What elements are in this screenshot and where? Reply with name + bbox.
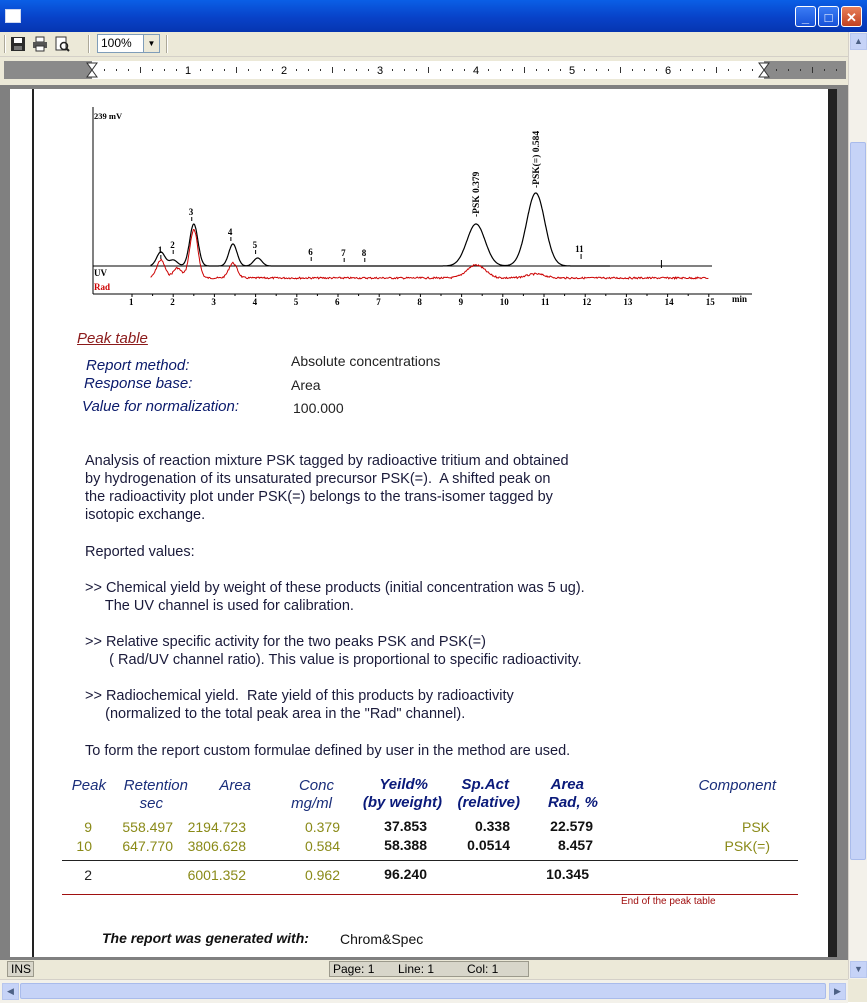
- end-of-table-note: End of the peak table: [621, 896, 716, 907]
- ruler-tick: [740, 69, 741, 71]
- peak-label: 4: [227, 227, 233, 237]
- chromatogram-chart: [90, 100, 770, 315]
- generated-with-label: The report was generated with:: [102, 930, 309, 946]
- description-line: >> Radiochemical yield. Rate yield of this products by radioactivity: [85, 688, 514, 705]
- x-tick-label: 15: [705, 297, 715, 307]
- peak-label-psk-eq: -PSK(=) 0.584: [531, 130, 542, 188]
- col-peak: Peak: [71, 777, 106, 794]
- col-area: Area: [219, 777, 251, 794]
- ruler-area: [0, 57, 848, 85]
- ruler-tick: [824, 69, 825, 71]
- description-line: ( Rad/UV channel ratio). This value is proportional to specific radioactivity.: [85, 652, 582, 669]
- toolbar-separator: [166, 35, 168, 53]
- horizontal-scroll-thumb[interactable]: [20, 983, 826, 999]
- ruler-tick: [320, 69, 321, 71]
- generated-with-value: Chrom&Spec: [340, 931, 424, 947]
- response-base-value: Area: [291, 377, 321, 393]
- x-tick-label: 6: [335, 297, 340, 307]
- vertical-scroll-thumb[interactable]: [850, 142, 866, 860]
- zoom-select[interactable]: [97, 34, 160, 53]
- cell-yield: 58.388: [384, 837, 427, 853]
- ruler-tick: [488, 69, 489, 71]
- x-tick-label: 4: [252, 297, 258, 307]
- x-tick-label: 7: [376, 297, 381, 307]
- toolbar-grip: [4, 35, 6, 53]
- ruler-tick: [116, 69, 117, 71]
- peak-label: 1: [157, 245, 163, 255]
- cell-spact: 0.0514: [467, 837, 510, 853]
- ruler-tick: [560, 69, 561, 71]
- uv-channel-label: UV: [94, 268, 107, 278]
- ruler-tick: [128, 69, 129, 71]
- ruler-tick: [680, 69, 681, 71]
- peak-label: 8: [361, 248, 367, 258]
- ruler-tick: [596, 69, 597, 71]
- size-grip[interactable]: [848, 979, 867, 1002]
- totals-divider: [62, 860, 798, 861]
- close-button[interactable]: ✕: [841, 6, 862, 27]
- ruler-tick: [332, 67, 333, 73]
- ruler-tick: [728, 69, 729, 71]
- description-line: Analysis of reaction mixture PSK tagged by radioactive tritium and obtained: [85, 453, 569, 469]
- col-yield-sub: (by weight): [362, 794, 442, 811]
- col-retention-unit: sec: [139, 795, 163, 812]
- toolbar-separator: [88, 35, 90, 53]
- cell-peak: 10: [76, 838, 92, 854]
- description-line: To form the report custom formulae defined by user in the method are used.: [85, 742, 571, 759]
- ruler-number: 2: [281, 65, 288, 77]
- description-line: >> Chemical yield by weight of these products (initial concentration was 5 ug).: [85, 579, 585, 596]
- ruler-tick: [644, 69, 645, 71]
- cell-peak: 9: [84, 819, 92, 835]
- cell-spact: 0.338: [474, 818, 510, 834]
- cell-retention: 558.497: [122, 819, 173, 835]
- ruler-number: 4: [473, 65, 480, 77]
- cell-conc: 0.379: [304, 819, 340, 835]
- ruler-tick: [176, 69, 177, 71]
- scroll-down-button[interactable]: ▼: [850, 961, 867, 978]
- cell-conc: 0.584: [304, 838, 340, 854]
- ruler-tick: [104, 69, 105, 71]
- cell-yield: 37.853: [384, 818, 427, 834]
- ruler-tick: [464, 69, 465, 71]
- zoom-value: 100%: [101, 36, 132, 50]
- peak-label-psk: -PSK 0.379: [472, 171, 483, 217]
- total-count: 2: [84, 867, 92, 883]
- peak-table-title: Peak table: [77, 330, 148, 347]
- ruler-tick: [140, 67, 141, 73]
- ruler-tick: [632, 69, 633, 71]
- x-tick-label: 9: [458, 297, 464, 307]
- ruler-tick: [356, 69, 357, 71]
- ruler-ticks: [4, 61, 846, 79]
- x-unit-label: min: [732, 294, 748, 304]
- ruler-tick: [152, 69, 153, 71]
- x-tick-label: 13: [623, 297, 633, 307]
- ruler-tick: [248, 69, 249, 71]
- description-line: The UV channel is used for calibration.: [85, 597, 354, 614]
- ruler-tick: [416, 69, 417, 71]
- report-method-label: Report method:: [86, 357, 190, 374]
- indent-marker: [87, 63, 97, 77]
- ruler-tick: [584, 69, 585, 71]
- col-spact: Sp.Act: [461, 776, 509, 793]
- cell-area: 3806.628: [187, 838, 246, 854]
- cell-area-rad: 22.579: [550, 818, 593, 834]
- x-tick-label: 12: [582, 297, 592, 307]
- col-area-rad: Area: [550, 776, 584, 793]
- scroll-right-button[interactable]: ▶: [829, 983, 846, 1000]
- minimize-button[interactable]: _: [795, 6, 816, 27]
- ruler-number: 1: [185, 65, 192, 77]
- scroll-up-button[interactable]: ▲: [850, 33, 867, 50]
- horizontal-scrollbar[interactable]: [0, 979, 848, 1003]
- description-line: Reported values:: [85, 543, 195, 560]
- print-icon[interactable]: [32, 36, 48, 52]
- col-retention: Retention: [123, 777, 188, 794]
- ruler-tick: [512, 69, 513, 71]
- peak-label: 11: [575, 244, 584, 254]
- ruler-tick: [404, 69, 405, 71]
- ruler-tick: [452, 69, 453, 71]
- status-bar: [0, 960, 848, 979]
- rad-channel-label: Rad: [94, 282, 111, 292]
- description-line: by hydrogenation of its unsaturated precursor PSK(=). A shifted peak on: [85, 471, 551, 488]
- ruler-tick: [524, 67, 525, 73]
- app-icon: [5, 9, 21, 23]
- col-area-rad-sub: Rad, %: [547, 794, 598, 811]
- col-yield: Yeild%: [379, 776, 428, 793]
- x-tick-label: 14: [664, 297, 674, 307]
- ruler-tick: [260, 69, 261, 71]
- rad-trace: [151, 230, 709, 279]
- peak-label: 7: [341, 248, 346, 258]
- print-preview-icon[interactable]: [54, 36, 70, 52]
- peak-label: 2: [170, 240, 175, 250]
- ruler-number: 6: [665, 65, 672, 77]
- status-position: [329, 961, 529, 977]
- peak-label: 5: [252, 240, 258, 250]
- ruler-tick: [776, 69, 777, 71]
- x-tick-label: 5: [293, 297, 299, 307]
- x-tick-label: 1: [129, 297, 134, 307]
- ruler-tick: [800, 69, 801, 71]
- cell-area: 2194.723: [187, 819, 246, 835]
- x-tick-label: 3: [211, 297, 216, 307]
- vertical-scrollbar[interactable]: [848, 32, 867, 979]
- title-bar: [0, 0, 867, 32]
- scroll-left-button[interactable]: ◀: [2, 983, 19, 1000]
- ruler-tick: [656, 69, 657, 71]
- x-tick-label: 10: [499, 297, 509, 307]
- ruler-number: 5: [569, 65, 576, 77]
- ruler-tick: [692, 69, 693, 71]
- cell-component: PSK(=): [724, 838, 770, 854]
- status-col: Col: 1: [467, 962, 499, 976]
- indent-marker: [759, 63, 769, 77]
- page-left-margin: [10, 89, 34, 957]
- ruler-tick: [224, 69, 225, 71]
- ruler-tick: [716, 67, 717, 73]
- ruler-tick: [440, 69, 441, 71]
- ruler-tick: [296, 69, 297, 71]
- col-conc-unit: mg/ml: [291, 795, 332, 812]
- ruler-number: 3: [377, 65, 384, 77]
- toolbar: [0, 32, 867, 57]
- x-tick-label: 11: [541, 297, 550, 307]
- ruler-tick: [200, 69, 201, 71]
- maximize-button[interactable]: □: [818, 6, 839, 27]
- ruler-tick: [236, 67, 237, 73]
- description-line: >> Relative specific activity for the two peaks PSK and PSK(=): [85, 634, 486, 650]
- status-line: Line: 1: [398, 962, 435, 976]
- ruler-tick: [812, 67, 813, 73]
- ruler-tick: [368, 69, 369, 71]
- cell-retention: 647.770: [122, 838, 173, 854]
- total-area-rad: 10.345: [546, 866, 589, 882]
- total-area: 6001.352: [187, 867, 246, 883]
- ruler-tick: [752, 69, 753, 71]
- x-tick-label: 8: [417, 297, 422, 307]
- status-page: Page: 1: [333, 962, 375, 976]
- normalization-value: 100.000: [293, 400, 344, 416]
- uv-trace: [151, 193, 610, 266]
- ruler-tick: [164, 69, 165, 71]
- chevron-down-icon[interactable]: ▼: [143, 35, 159, 52]
- ruler-tick: [788, 69, 789, 71]
- end-divider: [62, 894, 798, 895]
- ruler-tick: [272, 69, 273, 71]
- y-top-label: 239 mV: [94, 111, 123, 121]
- report-method-value: Absolute concentrations: [291, 353, 441, 369]
- ruler-tick: [500, 69, 501, 71]
- page-right-edge: [828, 89, 837, 957]
- ruler-tick: [428, 67, 429, 73]
- peak-label: 6: [308, 247, 313, 257]
- ruler-tick: [548, 69, 549, 71]
- ruler-tick: [620, 67, 621, 73]
- normalization-label: Value for normalization:: [82, 398, 240, 415]
- ruler-tick: [608, 69, 609, 71]
- ruler[interactable]: [4, 61, 846, 79]
- description-line: (normalized to the total peak area in the "Rad" channel).: [85, 706, 466, 723]
- peak-label: 3: [188, 207, 194, 217]
- response-base-label: Response base:: [84, 375, 193, 392]
- total-conc: 0.962: [304, 867, 340, 883]
- save-icon[interactable]: [10, 36, 26, 52]
- ruler-tick: [836, 69, 837, 71]
- ruler-tick: [308, 69, 309, 71]
- ruler-tick: [344, 69, 345, 71]
- ruler-tick: [212, 69, 213, 71]
- col-component: Component: [698, 777, 776, 794]
- description-line: isotopic exchange.: [85, 507, 206, 524]
- cell-component: PSK: [741, 819, 770, 835]
- ruler-tick: [392, 69, 393, 71]
- cell-area-rad: 8.457: [557, 837, 593, 853]
- col-spact-sub: (relative): [457, 794, 520, 811]
- description-line: the radioactivity plot under PSK(=) belongs to the trans-isomer tagged by: [85, 489, 553, 506]
- ruler-tick: [536, 69, 537, 71]
- ruler-tick: [704, 69, 705, 71]
- status-mode: INS: [7, 961, 34, 977]
- total-yield: 96.240: [384, 866, 427, 882]
- col-conc: Conc: [298, 777, 334, 794]
- x-tick-label: 2: [170, 297, 175, 307]
